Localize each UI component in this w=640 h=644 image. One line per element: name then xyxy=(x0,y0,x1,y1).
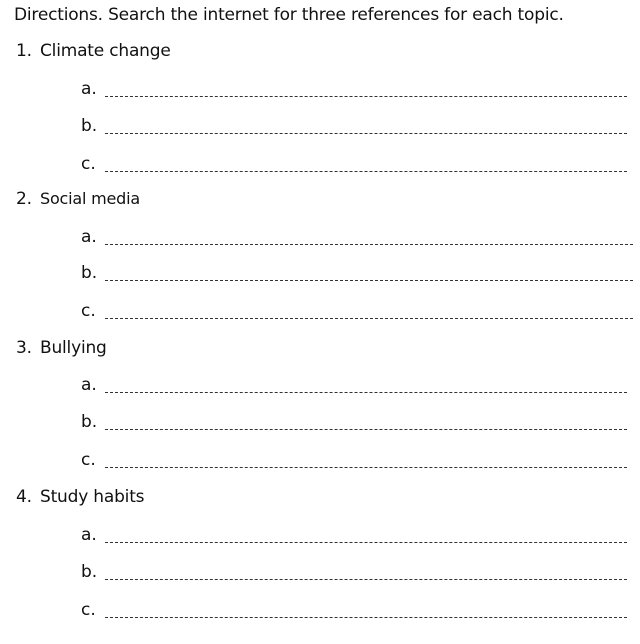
blank-line[interactable] xyxy=(105,429,627,430)
topic-number: 1. xyxy=(16,41,32,61)
topic-heading-3 xyxy=(16,337,107,359)
blank-letter: b. xyxy=(81,116,98,136)
reference-blank-3b[interactable] xyxy=(81,411,627,433)
reference-blank-4b[interactable] xyxy=(81,561,627,583)
topic-label: Climate change xyxy=(40,41,171,61)
reference-blank-1c[interactable] xyxy=(81,153,627,175)
blank-letter: c. xyxy=(81,600,96,620)
blank-line[interactable] xyxy=(105,280,633,281)
blank-line[interactable] xyxy=(105,171,627,172)
blank-line[interactable] xyxy=(105,392,627,393)
topic-number: 3. xyxy=(16,338,32,358)
topic-label: Social media xyxy=(40,189,140,208)
blank-line[interactable] xyxy=(105,96,627,97)
blank-line[interactable] xyxy=(105,133,627,134)
blank-letter: a. xyxy=(81,375,97,395)
blank-line[interactable] xyxy=(105,579,627,580)
blank-letter: a. xyxy=(81,79,97,99)
blank-letter: a. xyxy=(81,227,97,247)
reference-blank-3a[interactable] xyxy=(81,374,627,396)
reference-blank-3c[interactable] xyxy=(81,449,627,471)
blank-line[interactable] xyxy=(105,467,627,468)
blank-letter: c. xyxy=(81,154,96,174)
topic-heading-4 xyxy=(16,486,144,508)
blank-letter: b. xyxy=(81,263,98,283)
blank-letter: c. xyxy=(81,450,96,470)
reference-blank-2a[interactable] xyxy=(81,226,633,248)
blank-letter: c. xyxy=(81,301,96,321)
topic-label: Bullying xyxy=(40,338,107,358)
blank-line[interactable] xyxy=(105,617,627,618)
topic-heading-1 xyxy=(16,40,171,62)
blank-line[interactable] xyxy=(105,318,633,319)
directions-text: Directions. Search the internet for three references for each topic. xyxy=(14,5,564,25)
topic-label: Study habits xyxy=(40,487,145,507)
reference-blank-4c[interactable] xyxy=(81,599,627,621)
reference-blank-4a[interactable] xyxy=(81,524,627,546)
blank-line[interactable] xyxy=(105,542,627,543)
topic-heading-2 xyxy=(16,188,140,210)
topic-number: 4. xyxy=(16,487,32,507)
blank-letter: a. xyxy=(81,525,97,545)
topic-number: 2. xyxy=(16,189,32,209)
reference-blank-2c[interactable] xyxy=(81,300,633,322)
reference-blank-1a[interactable] xyxy=(81,78,627,100)
blank-letter: b. xyxy=(81,562,98,582)
blank-line[interactable] xyxy=(105,244,633,245)
reference-blank-1b[interactable] xyxy=(81,115,627,137)
reference-blank-2b[interactable] xyxy=(81,262,633,284)
blank-letter: b. xyxy=(81,412,98,432)
